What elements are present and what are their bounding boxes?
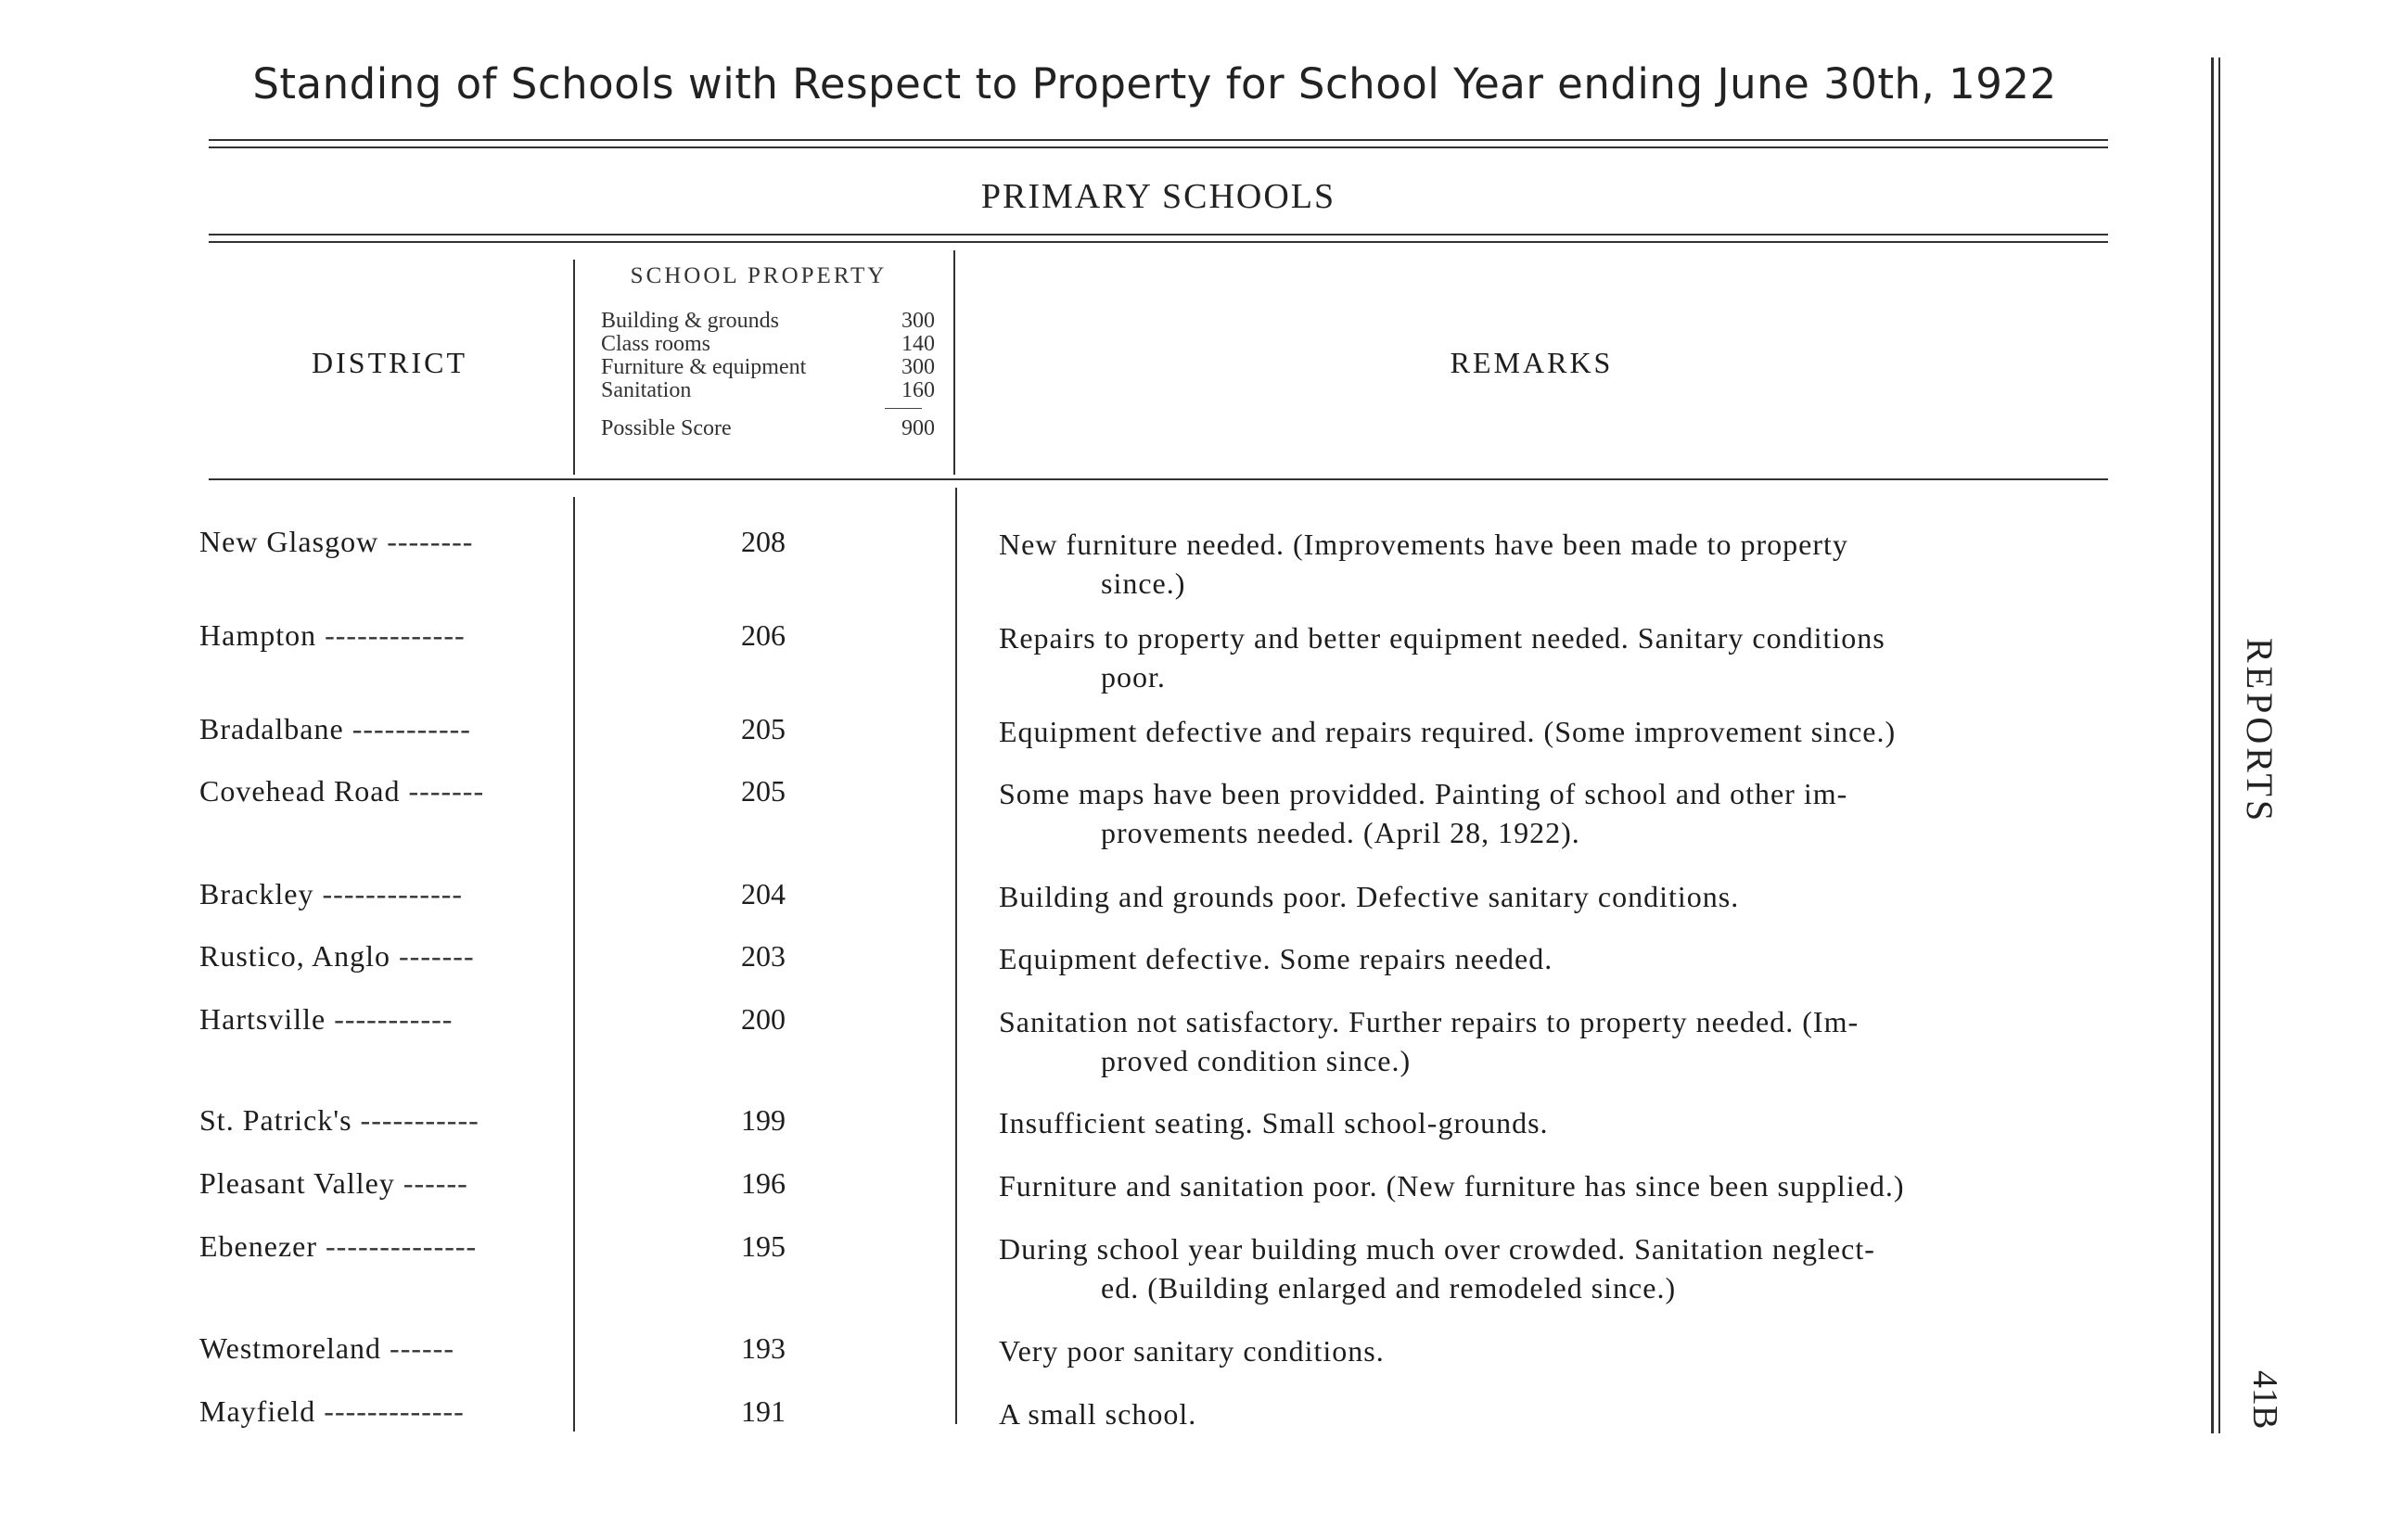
subtitle-rule-bottom <box>209 241 2108 243</box>
school-property-header <box>601 263 935 441</box>
district-cell <box>199 1394 570 1429</box>
dot-leader: ------------- <box>324 1394 465 1428</box>
district-name: Mayfield <box>199 1394 316 1428</box>
remark-cell <box>999 1103 2112 1142</box>
district-cell <box>199 525 570 559</box>
remark-cell <box>999 774 2112 852</box>
district-cell <box>199 1166 570 1201</box>
body-divider-left <box>573 497 575 1432</box>
remark-cell <box>999 1331 2112 1370</box>
dot-leader: -------- <box>387 525 474 558</box>
header-rule <box>209 478 2108 480</box>
property-total-label: Possible Score <box>601 416 732 440</box>
remark-continuation: ed. (Building enlarged and remodeled since.) <box>1101 1271 1677 1305</box>
remark-text: Very poor sanitary conditions. <box>999 1334 1385 1368</box>
dot-leader: ------ <box>390 1331 454 1365</box>
header-remarks: REMARKS <box>1450 346 1614 379</box>
district-name: Covehead Road <box>199 774 401 808</box>
dot-leader: ----------- <box>352 712 471 745</box>
district-name: Hampton <box>199 618 317 652</box>
remark-cell <box>999 1229 2112 1307</box>
remark-continuation: since.) <box>1101 566 1186 600</box>
remark-text: A small school. <box>999 1397 1197 1431</box>
property-total <box>601 416 935 441</box>
score-cell: 191 <box>741 1394 786 1428</box>
remark-cell <box>999 618 2112 696</box>
property-item-value: 140 <box>901 332 935 356</box>
dot-leader: ----------- <box>360 1103 479 1137</box>
district-cell <box>199 618 570 653</box>
district-name: Pleasant Valley <box>199 1166 395 1200</box>
property-item-label: Building & grounds <box>601 309 780 333</box>
remark-text: Equipment defective. Some repairs needed. <box>999 942 1553 975</box>
remark-text: Insufficient seating. Small school-grounds. <box>999 1106 1549 1139</box>
score-cell: 199 <box>741 1103 786 1137</box>
score-cell: 196 <box>741 1166 786 1200</box>
title-rule-bottom <box>209 146 2108 148</box>
remark-cell <box>999 1166 2112 1205</box>
property-item-furniture <box>601 356 935 379</box>
property-total-rule <box>885 408 922 409</box>
header-divider-left <box>573 260 575 475</box>
score-cell: 208 <box>741 525 786 558</box>
remark-continuation: proved condition since.) <box>1101 1044 1412 1077</box>
property-item-value: 160 <box>901 378 935 402</box>
property-item-label: Sanitation <box>601 378 692 402</box>
district-cell <box>199 1229 570 1264</box>
title-rule-top <box>209 139 2108 141</box>
district-name: Bradalbane <box>199 712 344 745</box>
dot-leader: ------------- <box>325 618 466 652</box>
remark-text: Some maps have been providded. Painting of school and other im- <box>999 777 1848 810</box>
dot-leader: ------ <box>403 1166 468 1200</box>
dot-leader: ----------- <box>334 1002 454 1036</box>
body-divider-right <box>955 488 957 1424</box>
score-cell: 205 <box>741 774 786 808</box>
remark-text: Equipment defective and repairs required. (Some improvement since.) <box>999 715 1897 748</box>
district-cell <box>199 774 570 808</box>
score-cell: 203 <box>741 939 786 973</box>
district-name: Ebenezer <box>199 1229 318 1263</box>
score-cell: 204 <box>741 877 786 910</box>
district-name: Hartsville <box>199 1002 326 1036</box>
dot-leader: -------------- <box>326 1229 478 1263</box>
remark-continuation: poor. <box>1101 660 1166 694</box>
property-item-building <box>601 310 935 333</box>
page-title: Standing of Schools with Respect to Property for School Year ending June 30th, 1922 <box>252 59 2057 108</box>
page-number: 41B <box>2245 1370 2284 1430</box>
remark-text: Building and grounds poor. Defective sanitary conditions. <box>999 880 1740 913</box>
margin-rule-outer <box>2211 57 2214 1433</box>
district-name: Brackley <box>199 877 314 910</box>
property-item-label: Class rooms <box>601 332 711 356</box>
district-cell <box>199 877 570 911</box>
score-cell: 200 <box>741 1002 786 1036</box>
property-item-sanitation <box>601 379 935 402</box>
district-cell <box>199 939 570 974</box>
property-total-value: 900 <box>901 416 935 440</box>
remark-text: Sanitation not satisfactory. Further repairs to property needed. (Im- <box>999 1005 1860 1038</box>
school-property-title: SCHOOL PROPERTY <box>630 263 888 288</box>
remark-cell <box>999 1002 2112 1080</box>
remark-text: Furniture and sanitation poor. (New furniture has since been supplied.) <box>999 1169 1905 1203</box>
remark-text: During school year building much over crowded. Sanitation neglect- <box>999 1232 1875 1266</box>
property-item-classrooms <box>601 333 935 356</box>
dot-leader: ------------- <box>322 877 464 910</box>
district-name: Rustico, Anglo <box>199 939 391 973</box>
property-item-value: 300 <box>901 309 935 333</box>
district-name: New Glasgow <box>199 525 379 558</box>
remark-cell <box>999 1394 2112 1433</box>
remark-cell <box>999 525 2112 603</box>
district-name: Westmoreland <box>199 1331 382 1365</box>
score-cell: 193 <box>741 1331 786 1365</box>
property-item-label: Furniture & equipment <box>601 355 807 379</box>
district-cell <box>199 1103 570 1138</box>
dot-leader: ------- <box>399 939 475 973</box>
subtitle-rule-top <box>209 234 2108 235</box>
score-cell: 206 <box>741 618 786 652</box>
property-item-value: 300 <box>901 355 935 379</box>
dot-leader: ------- <box>408 774 485 808</box>
score-cell: 195 <box>741 1229 786 1263</box>
remark-cell <box>999 712 2112 751</box>
remark-cell <box>999 939 2112 978</box>
margin-rule-inner <box>2218 57 2220 1433</box>
remark-continuation: provements needed. (April 28, 1922). <box>1101 816 1580 849</box>
header-district: DISTRICT <box>312 346 467 379</box>
district-cell <box>199 712 570 746</box>
remark-text: New furniture needed. (Improvements have been made to property <box>999 528 1848 561</box>
district-name: St. Patrick's <box>199 1103 352 1137</box>
section-subtitle: PRIMARY SCHOOLS <box>980 177 1336 216</box>
district-cell <box>199 1331 570 1366</box>
remark-text: Repairs to property and better equipment needed. Sanitary conditions <box>999 621 1885 655</box>
district-cell <box>199 1002 570 1037</box>
remark-cell <box>999 877 2112 916</box>
side-label: REPORTS <box>2239 638 2281 825</box>
score-cell: 205 <box>741 712 786 745</box>
